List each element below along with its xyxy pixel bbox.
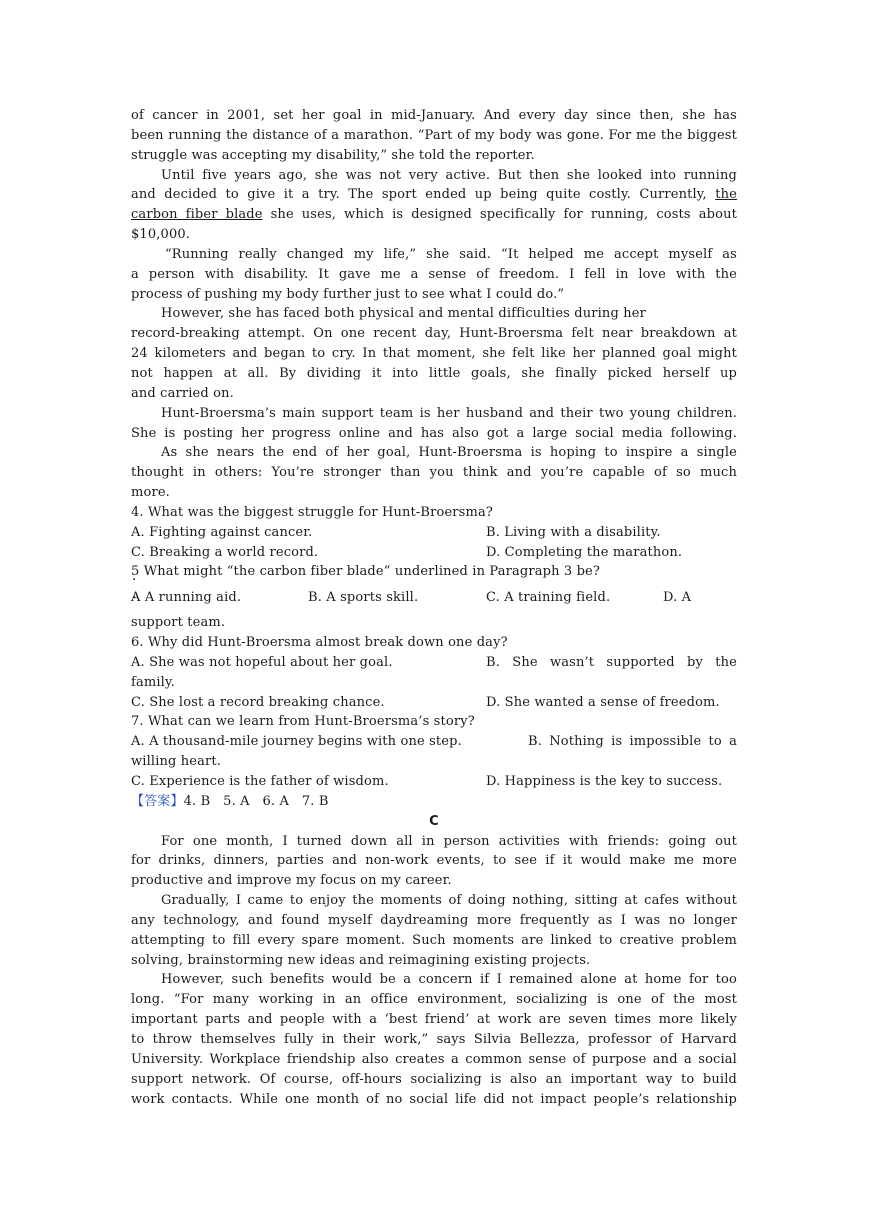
passage-line: attempting to fill every spare moment. Such moments are linked to creative problem <box>131 932 737 948</box>
option-d: D. Completing the marathon. <box>486 544 683 560</box>
question-5-options <box>131 582 737 613</box>
option-b-continued: willing heart. <box>131 754 222 770</box>
option-b-continued: family. <box>131 674 176 690</box>
section-heading: C <box>429 813 439 829</box>
question-7-options-row-2 <box>131 772 737 792</box>
passage-line: been running the distance of a marathon. “Part of my body was gone. For me the biggest <box>131 127 737 143</box>
passage-line: Hunt-Broersma’s main support team is her husband and their two young children. <box>161 405 737 421</box>
option-c: C. Experience is the father of wisdom. <box>131 774 389 789</box>
question-4-options-row-2 <box>131 543 737 563</box>
option-b: B. A sports skill. <box>308 590 419 606</box>
answer-tag: 【答案】 <box>131 793 184 809</box>
passage-line: work contacts. While one month of no social life did not impact people’s relationship <box>131 1091 737 1107</box>
passage-line: more. <box>131 485 170 501</box>
option-c: C. A training field. <box>486 590 611 606</box>
passage-line: Gradually, I came to enjoy the moments of doing nothing, sitting at cafes without <box>161 893 737 909</box>
passage-line: University. Workplace friendship also creates a common sense of purpose and a social <box>131 1051 737 1067</box>
passage-line: For one month, I turned down all in person activities with friends: going out <box>161 833 737 849</box>
option-a: A. A thousand-mile journey begins with one step. <box>131 734 462 750</box>
passage-line: She is posting her progress online and has also got a large social media following. <box>131 425 737 441</box>
option-d-continued: support team. <box>131 615 226 631</box>
option-d: D. She wanted a sense of freedom. <box>486 694 720 710</box>
passage-line: thought in others: You’re stronger than you think and you’re capable of so much <box>131 465 737 481</box>
passage-line: $10,000. <box>131 227 191 243</box>
option-a <box>131 582 308 613</box>
passage-line: of cancer in 2001, set her goal in mid-January. And every day since then, she has <box>131 108 737 123</box>
option-c: C. Breaking a world record. <box>131 544 319 560</box>
option-b: B. Nothing is impossible to a <box>528 734 737 750</box>
document-body <box>131 106 737 1109</box>
option-b: B. Living with a disability. <box>486 524 661 540</box>
option-text: A running aid. <box>144 590 242 606</box>
passage-line: Until five years ago, she was not very active. But then she looked into running <box>161 167 737 183</box>
passage-line: for drinks, dinners, parties and non-work events, to see if it would make me more <box>131 853 737 869</box>
passage-line <box>131 205 737 225</box>
option-c: C. She lost a record breaking chance. <box>131 694 385 710</box>
answer-key <box>131 792 737 812</box>
question-5 <box>131 562 737 582</box>
passage-line: important parts and people with a ‘best friend’ at work are seven times more likely <box>131 1012 737 1028</box>
underlined-phrase: carbon fiber blade <box>131 207 263 223</box>
passage-text: and decided to give it a try. The sport ended up being quite costly. Currently, <box>131 187 707 203</box>
passage-line: struggle was accepting my disability,” she told the reporter. <box>131 147 535 163</box>
question-number: 5 · <box>131 564 139 579</box>
passage-line: any technology, and found myself daydreaming more frequently as I was no longer <box>131 912 737 928</box>
option-b: B. She wasn’t supported by the <box>486 654 737 670</box>
passage-line: solving, brainstorming new ideas and reimagining existing projects. <box>131 952 591 968</box>
question-7: 7. What can we learn from Hunt-Broersma’s story? <box>131 714 475 730</box>
passage-line: support network. Of course, off-hours socializing is also an important way to build <box>131 1071 737 1087</box>
passage-line: “Running really changed my life,” she said. “It helped me accept myself as <box>165 246 737 262</box>
option-letter: A · <box>131 582 141 613</box>
question-4: 4. What was the biggest struggle for Hunt-Broersma? <box>131 504 493 520</box>
question-6-options-row-1 <box>131 653 737 673</box>
answer-text: 4. B 5. A 6. A 7. B <box>183 793 329 809</box>
passage-line: record-breaking attempt. On one recent day, Hunt-Broersma felt near breakdown at <box>131 326 737 342</box>
passage-line: However, such benefits would be a concern if I remained alone at home for too <box>161 972 737 988</box>
option-d: D. A <box>663 590 692 606</box>
question-text: What might “the carbon fiber blade” underlined in Paragraph 3 be? <box>143 564 601 580</box>
question-6: 6. Why did Hunt-Broersma almost break down one day? <box>131 635 508 651</box>
passage-line: process of pushing my body further just to see what I could do.” <box>131 286 565 302</box>
passage-line: and carried on. <box>131 385 234 401</box>
option-a: A. She was not hopeful about her goal. <box>131 654 393 670</box>
passage-line: not happen at all. By dividing it into little goals, she finally picked herself up <box>131 365 737 381</box>
question-4-options-row-1 <box>131 523 737 543</box>
question-7-options-row-1 <box>131 732 737 752</box>
passage-line: productive and improve my focus on my career. <box>131 873 452 889</box>
underlined-phrase: the <box>715 187 737 203</box>
passage-line: to throw themselves fully in their work,” says Silvia Bellezza, professor of Harvard <box>131 1031 737 1047</box>
passage-line <box>131 185 737 205</box>
question-6-options-row-2 <box>131 693 737 713</box>
passage-text: she uses, which is designed specifically for running, costs about <box>270 207 737 223</box>
passage-line: long. “For many working in an office environment, socializing is one of the most <box>131 992 737 1008</box>
passage-line: As she nears the end of her goal, Hunt-Broersma is hoping to inspire a single <box>161 445 737 461</box>
passage-line: However, she has faced both physical and mental difficulties during her <box>161 306 646 322</box>
option-a: A. Fighting against cancer. <box>131 524 313 540</box>
passage-line: 24 kilometers and began to cry. In that moment, she felt like her planned goal might <box>131 346 737 362</box>
passage-line: a person with disability. It gave me a sense of freedom. I fell in love with the <box>131 266 737 282</box>
option-d: D. Happiness is the key to success. <box>486 774 723 789</box>
